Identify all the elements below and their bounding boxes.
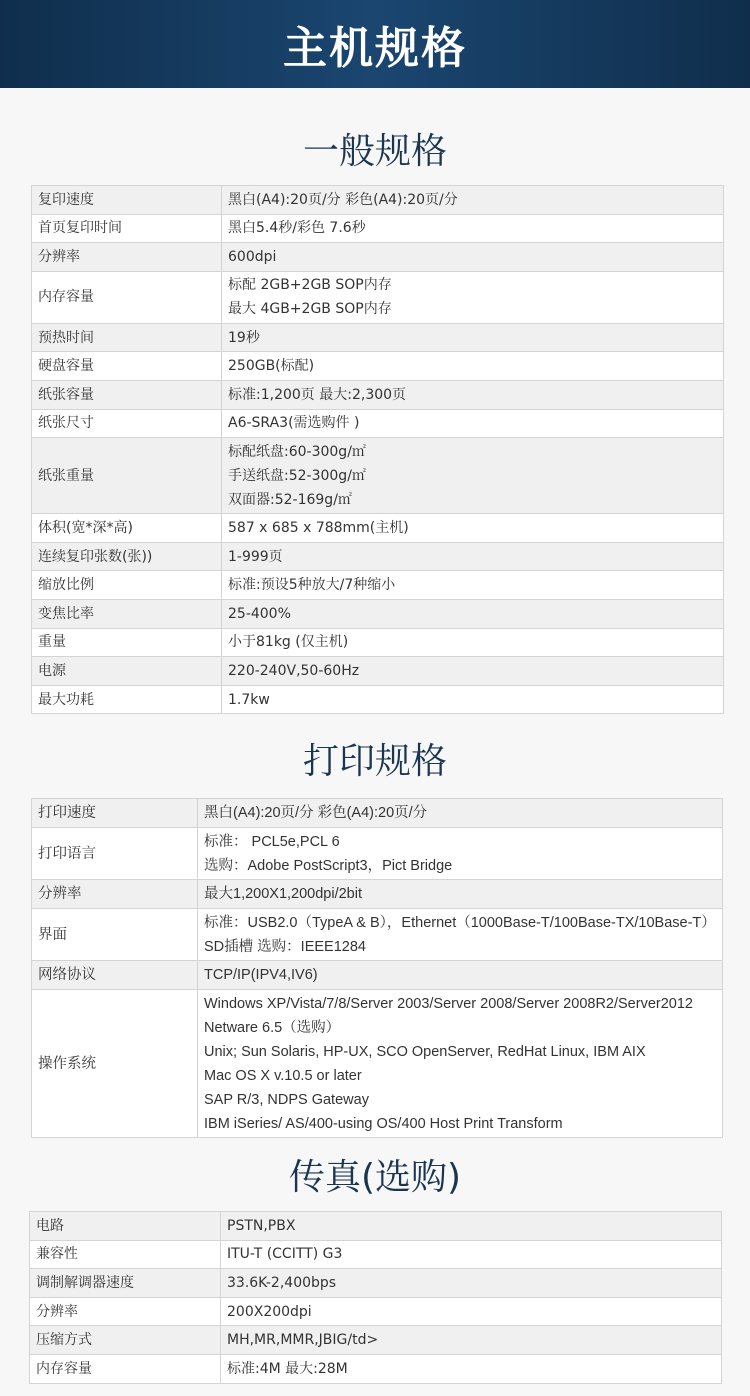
spec-value-line: 标配纸盘:60-300g/㎡ (228, 443, 366, 460)
spec-value-line: 1-999页 (228, 548, 283, 565)
spec-value (198, 909, 723, 961)
spec-row (32, 628, 724, 657)
section-title-general: 一般规格 (302, 131, 447, 172)
spec-label: 预热时间 (32, 323, 222, 352)
spec-row (32, 599, 724, 628)
spec-value (221, 1269, 722, 1298)
fax-spec-table (29, 1211, 722, 1384)
spec-value-line: 标准:1,200页 最大:2,300页 (228, 386, 407, 403)
spec-row (30, 1269, 722, 1298)
spec-value-line: 双面器:52-169g/㎡ (228, 491, 352, 508)
spec-row (32, 571, 724, 600)
spec-value-line: 黑白(A4):20页/分 彩色(A4):20页/分 (228, 191, 458, 208)
spec-value-line: 600dpi (228, 248, 277, 265)
spec-value-line: Unix; Sun Solaris, HP-UX, SCO OpenServer, RedHat Linux, IBM AIX (204, 1043, 646, 1060)
spec-value (222, 243, 724, 272)
spec-value-line: 587 x 685 x 788mm(主机) (228, 519, 409, 536)
spec-row (30, 1326, 722, 1355)
spec-value-line: 小于81kg (仅主机) (228, 634, 349, 651)
spec-row (32, 214, 724, 243)
spec-value (221, 1354, 722, 1383)
spec-value (222, 628, 724, 657)
spec-value (222, 271, 724, 323)
spec-label: 电路 (30, 1212, 221, 1241)
spec-value-line: 250GB(标配) (228, 358, 315, 375)
spec-value-line: 选购：Adobe PostScript3，Pict Bridge (204, 857, 453, 874)
spec-value-line: 200X200dpi (227, 1303, 312, 1320)
spec-value-line: SAP R/3, NDPS Gateway (204, 1091, 369, 1108)
spec-label: 界面 (32, 909, 198, 961)
spec-value (198, 880, 723, 909)
spec-value (222, 214, 724, 243)
spec-label: 分辨率 (32, 880, 198, 909)
spec-label: 缩放比例 (32, 571, 222, 600)
spec-value (222, 352, 724, 381)
spec-value-line: A6-SRA3(需选购件 ) (228, 415, 360, 432)
spec-value (222, 657, 724, 686)
spec-value-line: 1.7kw (228, 691, 270, 708)
spec-row (32, 243, 724, 272)
spec-value (222, 685, 724, 714)
spec-value-line: 最大 4GB+2GB SOP内存 (228, 301, 392, 318)
spec-value-line: 最大1,200X1,200dpi/2bit (204, 886, 362, 902)
print-spec-table (31, 798, 723, 1138)
spec-row (32, 271, 724, 323)
spec-value-line: IBM iSeries/ AS/400-using OS/400 Host Print Transform (204, 1115, 563, 1132)
spec-label: 分辨率 (30, 1297, 221, 1326)
spec-label: 硬盘容量 (32, 352, 222, 381)
spec-value-line: SD插槽 选购：IEEE1284 (204, 938, 366, 955)
spec-label: 复印速度 (32, 186, 222, 215)
spec-label: 内存容量 (32, 271, 222, 323)
section-title-print: 打印规格 (302, 741, 447, 782)
spec-value-line: PSTN,PBX (227, 1217, 296, 1234)
spec-row (32, 380, 724, 409)
general-spec-table (31, 185, 724, 714)
spec-value (222, 542, 724, 571)
spec-value (221, 1326, 722, 1355)
spec-label: 打印速度 (32, 799, 198, 828)
page-title: 主机规格 (283, 23, 467, 74)
spec-value (222, 409, 724, 438)
spec-row (32, 828, 723, 880)
spec-value-line: Windows XP/Vista/7/8/Server 2003/Server 2008/Server 2008R2/Server2012 (204, 995, 693, 1012)
spec-row (32, 961, 723, 990)
spec-row (32, 323, 724, 352)
spec-label: 打印语言 (32, 828, 198, 880)
spec-label: 内存容量 (30, 1354, 221, 1383)
spec-value (222, 380, 724, 409)
spec-label: 调制解调器速度 (30, 1269, 221, 1298)
spec-value-line: Netware 6.5（选购） (204, 1019, 341, 1036)
spec-label: 分辨率 (32, 243, 222, 272)
spec-label: 兼容性 (30, 1240, 221, 1269)
spec-label: 变焦比率 (32, 599, 222, 628)
spec-value-line: 标准:4M 最大:28M (227, 1360, 348, 1377)
spec-row (30, 1297, 722, 1326)
spec-label: 操作系统 (32, 990, 198, 1138)
spec-value (222, 186, 724, 215)
spec-value (221, 1240, 722, 1269)
spec-value-line: 黑白5.4秒/彩色 7.6秒 (228, 220, 366, 237)
spec-value-line: MH,MR,MMR,JBIG/td> (227, 1332, 379, 1349)
header-banner (0, 0, 750, 88)
spec-value-line: TCP/IP(IPV4,IV6) (204, 967, 318, 983)
spec-label: 电源 (32, 657, 222, 686)
spec-row (32, 990, 723, 1138)
spec-row (32, 186, 724, 215)
spec-value-line: 黑白(A4):20页/分 彩色(A4):20页/分 (204, 805, 428, 821)
spec-label: 体积(宽*深*高) (32, 514, 222, 543)
spec-label: 纸张容量 (32, 380, 222, 409)
spec-row (30, 1212, 722, 1241)
spec-value-line: 25-400% (228, 605, 291, 622)
spec-value-line: 标准:预设5种放大/7种缩小 (228, 577, 396, 594)
spec-value (222, 571, 724, 600)
spec-row (32, 409, 724, 438)
spec-value-line: 220-240V,50-60Hz (228, 662, 360, 679)
spec-row (32, 685, 724, 714)
spec-value-line: Mac OS X v.10.5 or later (204, 1067, 362, 1084)
spec-value (198, 799, 723, 828)
spec-value (198, 961, 723, 990)
spec-value (198, 828, 723, 880)
spec-row (30, 1240, 722, 1269)
spec-row (32, 880, 723, 909)
spec-row (32, 352, 724, 381)
spec-label: 连续复印张数(张)) (32, 542, 222, 571)
spec-value (221, 1297, 722, 1326)
spec-value (222, 599, 724, 628)
spec-value (221, 1212, 722, 1241)
spec-value-line: 33.6K-2,400bps (227, 1274, 337, 1291)
spec-value-line: 手送纸盘:52-300g/㎡ (228, 467, 366, 484)
spec-row (32, 542, 724, 571)
spec-value-line: 标准：USB2.0（TypeA & B），Ethernet（1000Base-T/100Base-TX/10Base-T） (204, 914, 716, 931)
spec-row (32, 657, 724, 686)
spec-value-line: 19秒 (228, 329, 260, 346)
spec-value (198, 990, 723, 1138)
spec-row (32, 799, 723, 828)
spec-value-line: ITU-T (CCITT) G3 (227, 1246, 343, 1263)
spec-value-line: 标准： PCL5e,PCL 6 (204, 833, 340, 850)
spec-value (222, 514, 724, 543)
spec-label: 纸张尺寸 (32, 409, 222, 438)
spec-value (222, 438, 724, 514)
spec-row (30, 1354, 722, 1383)
spec-row (32, 438, 724, 514)
spec-value (222, 323, 724, 352)
spec-label: 首页复印时间 (32, 214, 222, 243)
spec-row (32, 909, 723, 961)
spec-label: 最大功耗 (32, 685, 222, 714)
spec-label: 压缩方式 (30, 1326, 221, 1355)
section-title-fax: 传真(选购) (288, 1157, 462, 1198)
spec-label: 重量 (32, 628, 222, 657)
spec-label: 网络协议 (32, 961, 198, 990)
spec-label: 纸张重量 (32, 438, 222, 514)
spec-value-line: 标配 2GB+2GB SOP内存 (228, 277, 392, 294)
spec-row (32, 514, 724, 543)
